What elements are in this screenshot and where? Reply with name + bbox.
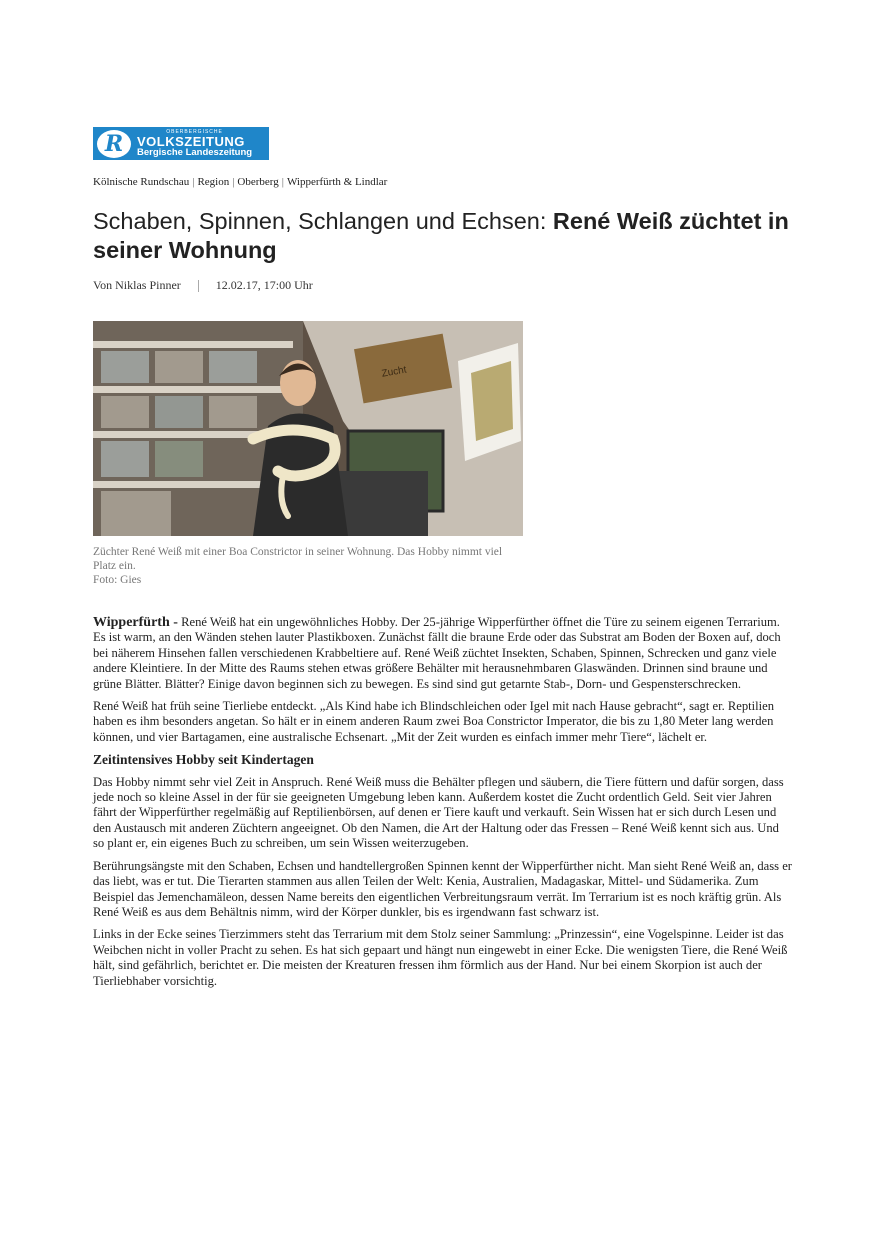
zucht-sign-text: Zucht (380, 364, 408, 380)
logo-sub-text: Bergische Landeszeitung (137, 146, 253, 158)
logo-small-text: OBERBERGISCHE (166, 128, 223, 135)
paragraph-1 (93, 615, 793, 692)
article-photo[interactable] (93, 321, 523, 536)
shelf-2 (93, 386, 293, 393)
newspaper-logo[interactable] (93, 127, 269, 160)
terrarium-box (101, 351, 149, 383)
terrarium-box (209, 396, 257, 428)
terrarium-box (101, 491, 171, 536)
article-headline (93, 207, 793, 265)
breadcrumb-separator: | (232, 176, 235, 188)
photo-illustration (93, 321, 523, 536)
breadcrumb-item-koelnische-rundschau[interactable]: Kölnische Rundschau (93, 176, 190, 188)
paragraph-5: Links in der Ecke seines Tierzimmers steht das Terrarium mit dem Stolz seiner Sammlung: „Prinzessin“, eine Vogelspinne. Leider ist das Weibchen nicht in voller Pracht zu sehen. Es hat sich gepaart und hängt nun eingewebt in einer Ecke. Die wenigsten Tiere, die René Weiß hält, sind gefährlich, berichtet er. Die meisten der Kreaturen fressen ihm förmlich aus der Hand. Nur bei einem Skorpion ist auch der Tierliebhaber vorsichtig. (93, 927, 788, 988)
headline-bold: René Weiß züchtet in seiner Wohnung (93, 208, 789, 263)
article-body (93, 615, 793, 996)
byline-divider (198, 280, 199, 292)
caption-text: Züchter René Weiß mit einer Boa Constrictor in seiner Wohnung. Das Hobby nimmt viel Platz ein. (93, 546, 503, 572)
logo-main-text: VOLKSZEITUNG (137, 133, 245, 149)
window-pane (471, 361, 513, 441)
logo-r-icon: R (97, 130, 131, 158)
byline (93, 278, 313, 293)
paragraph-3: Das Hobby nimmt sehr viel Zeit in Anspruch. René Weiß muss die Behälter pflegen und säubern, die Tiere füttern und dafür sorgen, dass jede noch so kleine Assel in der für sie geeigneten Umgebung leben kann. Außerdem kostet die Zucht ordentlich Geld. Seit vier Jahren fährt der Wipperfürther regelmäßig auf Reptilienbörsen, auf denen er Tiere kauft und verkauft. Sein Wissen hat er sich durch Lesen und den Austausch mit anderen Züchtern angeeignet. Ob den Namen, die Art der Haltung oder das Fressen – René Weiß kennt sich aus. Und so plant er, ein eigenes Buch zu schreiben, um sein Wissen weiterzugeben. (93, 774, 784, 851)
photo-caption (93, 545, 513, 587)
terrarium-box (155, 351, 203, 383)
headline-regular: Schaben, Spinnen, Schlangen und Echsen: (93, 208, 553, 234)
byline-author[interactable]: Niklas Pinner (115, 278, 181, 292)
shelf-1 (93, 341, 293, 348)
dateline: Wipperfürth - (93, 615, 178, 630)
caption-credit: Foto: Gies (93, 574, 142, 586)
breadcrumb-item-oberberg[interactable]: Oberberg (237, 176, 279, 188)
breadcrumb (93, 176, 387, 188)
breadcrumb-separator: | (192, 176, 195, 188)
paragraph-4: Berührungsängste mit den Schaben, Echsen und handtellergroßen Spinnen kennt der Wipperfürther nicht. Man sieht René Weiß an, dass er das liebt, was er tut. Die Tierarten stammen aus allen Teilen der Welt: Kenia, Australien, Madagaskar, Mittel- und Südamerika. Zum Beispiel das Jemenchamäleon, dessen Name bereits den eigentlichen Verbreitungsraum verrät. Im Terrarium ist es noch kräftig grün. Als René Weiß es aus dem Behältnis nimm, wird der Körper dunkler, bis es irgendwann fast schwarz ist. (93, 858, 793, 919)
breadcrumb-item-wipperfuerth-lindlar[interactable]: Wipperfürth & Lindlar (286, 176, 388, 188)
terrarium-box (209, 351, 257, 383)
terrarium-box (101, 396, 149, 428)
paragraph-2: René Weiß hat früh seine Tierliebe entdeckt. „Als Kind habe ich Blindschleichen oder Igel mit nach Hause gebracht“, sagt er. Reptilien haben es ihm besonders angetan. So hält er in einem anderen Raum zwei Boa Constrictor Imperator, die bis zu 1,80 Meter lang werden können, und vier Bartagamen, eine australische Echsenart. „Mit der Zeit wurden es einfach immer mehr Tiere“, lächelt er. (93, 699, 775, 744)
logo-text (137, 130, 252, 158)
terrarium-box (101, 441, 149, 477)
byline-date: 12.02.17, 17:00 Uhr (215, 278, 313, 292)
byline-prefix: Von (93, 278, 113, 292)
breadcrumb-separator: | (281, 176, 284, 188)
terrarium-box (155, 441, 203, 477)
breadcrumb-item-region[interactable]: Region (197, 176, 230, 188)
article-subheading: Zeitintensives Hobby seit Kindertagen (93, 752, 314, 768)
paragraph-1-text: René Weiß hat ein ungewöhnliches Hobby. Der 25-jährige Wipperfürther öffnet die Türe zu seinem eigenen Terrarium. Es ist warm, an den Wänden stehen lauter Plastikboxen. Zunächst fällt die braune Erde oder das Substrat am Boden der Boxen auf, doch bei näherem Hinsehen fallen verschiedenen Krabbeltiere auf. René Weiß züchtet Insekten, Schaben, Spinnen, Schrecken und ganz viele andere Kleintiere. In der Mitte des Raums stehen etwas größere Behälter mit herausnehmbaren Glaswänden. Drinnen sind braune und grüne Blätter. Blätter? Einige davon beginnen sich zu bewegen. Es sind sind gut getarnte Stab-, Dorn- und Gespensterschrecken. (93, 615, 781, 691)
terrarium-box (155, 396, 203, 428)
